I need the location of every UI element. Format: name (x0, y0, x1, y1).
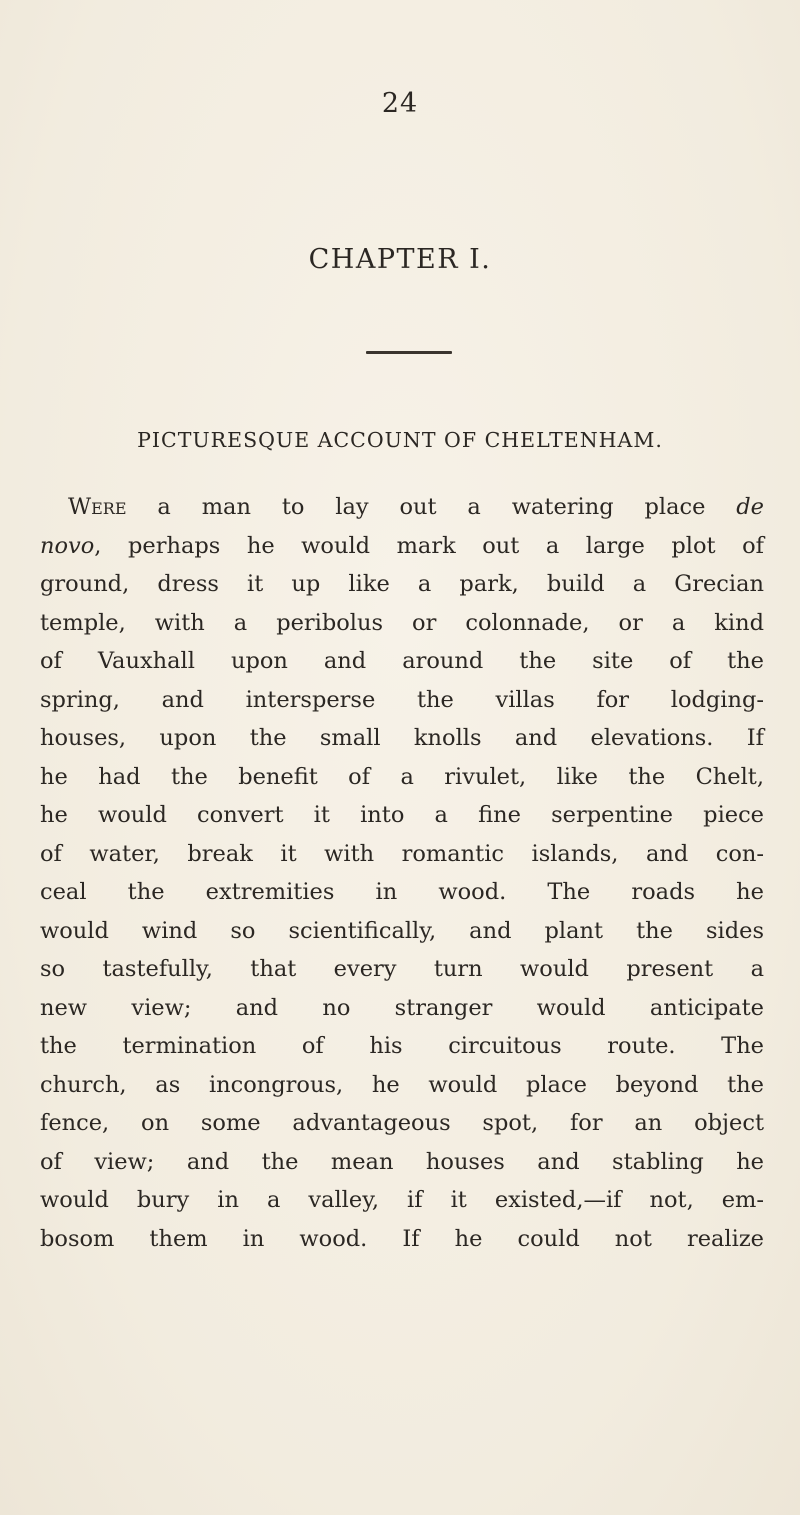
text-line: Were a man to lay out a watering place de (68, 494, 764, 520)
text-line: he would convert it into a fine serpentine piece (40, 802, 764, 828)
text-line: of Vauxhall upon and around the site of the (40, 648, 764, 674)
section-heading: PICTURESQUE ACCOUNT OF CHELTENHAM. (137, 428, 663, 452)
text-line: would wind so scientifically, and plant the sides (40, 917, 764, 944)
text-line: of view; and the mean houses and stabling he (40, 1148, 764, 1175)
text-line: would bury in a valley, if it existed,—if not, em- (40, 1187, 764, 1213)
text-line: the termination of his circuitous route. The (40, 1033, 764, 1059)
text-line: fence, on some advantageous spot, for an object (40, 1110, 764, 1136)
page-number: 24 (381, 88, 419, 119)
text-line: spring, and intersperse the villas for lodging- (40, 686, 764, 713)
text-line: new view; and no stranger would anticipate (40, 994, 764, 1021)
text-line: of water, break it with romantic islands, and con- (40, 840, 764, 867)
text-line: ceal the extremities in wood. The roads he (40, 879, 764, 905)
text-line: ground, dress it up like a park, build a Grecian (40, 571, 764, 597)
text-line: temple, with a peribolus or colonnade, or a kind (40, 609, 764, 636)
decorative-rule (366, 351, 452, 354)
chapter-title: CHAPTER I. (308, 244, 492, 275)
text-line: houses, upon the small knolls and elevations. If (40, 725, 764, 751)
text-line: church, as incongrous, he would place beyond the (40, 1071, 764, 1098)
opening-word: Were (68, 494, 127, 520)
body-text (40, 488, 764, 1258)
italic-phrase: de (736, 494, 764, 520)
italic-phrase: novo (40, 532, 95, 559)
text-line: bosom them in wood. If he could not realize (40, 1225, 764, 1252)
text-line: novo, perhaps he would mark out a large plot of (40, 532, 764, 559)
text-line: so tastefully, that every turn would present a (40, 956, 764, 982)
text-line: he had the benefit of a rivulet, like the Chelt, (40, 763, 764, 790)
